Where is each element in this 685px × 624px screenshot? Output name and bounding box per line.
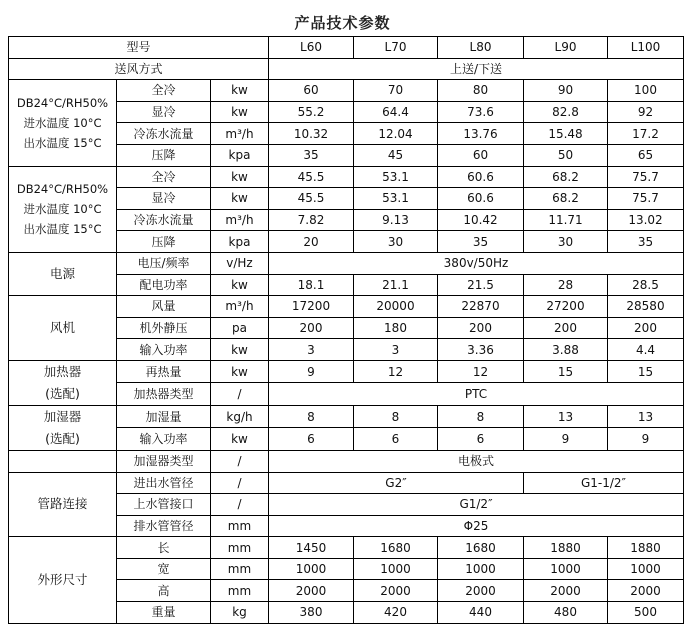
value-cell: 440	[438, 602, 524, 624]
voltage-value: 380v/50Hz	[269, 252, 684, 274]
value-cell: 30	[524, 231, 608, 253]
value-cell: 17.2	[608, 123, 684, 145]
value-cell: 27200	[524, 296, 608, 318]
param-unit: kw	[211, 188, 269, 210]
param-name: 冷冻水流量	[117, 209, 211, 231]
airflow-value: 上送/下送	[269, 58, 684, 80]
param-name: 长	[117, 537, 211, 559]
value-cell: 35	[608, 231, 684, 253]
blank-cell	[9, 450, 117, 472]
value-cell: 200	[608, 317, 684, 339]
power-label: 电源	[9, 252, 117, 295]
value-cell: 6	[354, 428, 438, 451]
cooling-condition-line: 进水温度 10°C	[23, 202, 102, 217]
value-cell: 200	[438, 317, 524, 339]
model-header-cell: L80	[438, 37, 524, 59]
param-unit: /	[211, 494, 269, 516]
param-unit: mm	[211, 580, 269, 602]
param-unit: kpa	[211, 144, 269, 166]
value-cell: 9.13	[354, 209, 438, 231]
value-cell: 60.6	[438, 166, 524, 188]
param-name: 再热量	[117, 360, 211, 383]
param-name: 风量	[117, 296, 211, 318]
value-cell: 53.1	[354, 188, 438, 210]
param-unit: mm	[211, 515, 269, 537]
value-cell: 12	[354, 360, 438, 383]
value-cell: 6	[438, 428, 524, 451]
value-cell: 1450	[269, 537, 354, 559]
param-unit: v/Hz	[211, 252, 269, 274]
value-cell: 80	[438, 80, 524, 102]
value-cell: 20	[269, 231, 354, 253]
value-cell: 28580	[608, 296, 684, 318]
param-unit: kw	[211, 80, 269, 102]
value-cell: 92	[608, 101, 684, 123]
param-name: 进出水管径	[117, 472, 211, 494]
value-cell: 60	[269, 80, 354, 102]
cooling-condition-line: 出水温度 15°C	[23, 135, 102, 150]
param-unit: kw	[211, 428, 269, 451]
value-cell: 1000	[269, 558, 354, 580]
param-unit: pa	[211, 317, 269, 339]
fan-row	[9, 296, 684, 318]
heater-label-line: (选配)	[45, 385, 80, 401]
dimensions-label: 外形尺寸	[9, 537, 117, 623]
dimension-row	[9, 537, 684, 559]
param-unit: kw	[211, 339, 269, 361]
fan-label: 风机	[9, 296, 117, 361]
param-unit: kg/h	[211, 405, 269, 428]
param-unit: m³/h	[211, 209, 269, 231]
param-unit: /	[211, 472, 269, 494]
value-cell: 22870	[438, 296, 524, 318]
value-cell: 45.5	[269, 166, 354, 188]
value-cell: 12.04	[354, 123, 438, 145]
heater-row	[9, 360, 684, 383]
drain-value: Φ25	[269, 515, 684, 537]
value-cell: 9	[608, 428, 684, 451]
param-name: 压降	[117, 231, 211, 253]
param-name: 宽	[117, 558, 211, 580]
param-unit: kw	[211, 360, 269, 383]
value-cell: 7.82	[269, 209, 354, 231]
param-unit: mm	[211, 558, 269, 580]
value-cell: 1000	[354, 558, 438, 580]
header-row	[9, 37, 684, 59]
value-cell: 2000	[354, 580, 438, 602]
param-unit: kg	[211, 602, 269, 624]
value-cell: 200	[524, 317, 608, 339]
value-cell: 75.7	[608, 166, 684, 188]
supply-value: G1/2″	[269, 494, 684, 516]
value-cell: 18.1	[269, 274, 354, 296]
value-cell: 15.48	[524, 123, 608, 145]
value-cell: 2000	[524, 580, 608, 602]
cooling-row	[9, 80, 684, 102]
value-cell: 480	[524, 602, 608, 624]
value-cell: 380	[269, 602, 354, 624]
value-cell: 6	[269, 428, 354, 451]
value-cell: 68.2	[524, 166, 608, 188]
value-cell: 35	[438, 231, 524, 253]
humidifier-label-line: (选配)	[45, 430, 80, 446]
pipe-size-a: G2″	[269, 472, 524, 494]
cooling-condition	[9, 80, 117, 166]
param-unit: kpa	[211, 231, 269, 253]
param-name: 机外静压	[117, 317, 211, 339]
value-cell: 17200	[269, 296, 354, 318]
value-cell: 35	[269, 144, 354, 166]
value-cell: 13.02	[608, 209, 684, 231]
param-unit: kw	[211, 101, 269, 123]
value-cell: 8	[438, 405, 524, 428]
value-cell: 10.32	[269, 123, 354, 145]
param-name: 显冷	[117, 101, 211, 123]
value-cell: 82.8	[524, 101, 608, 123]
model-header-cell: L90	[524, 37, 608, 59]
value-cell: 50	[524, 144, 608, 166]
param-name: 加热器类型	[117, 383, 211, 406]
value-cell: 1680	[438, 537, 524, 559]
value-cell: 45	[354, 144, 438, 166]
value-cell: 2000	[608, 580, 684, 602]
power-row	[9, 252, 684, 274]
value-cell: 9	[269, 360, 354, 383]
value-cell: 3	[269, 339, 354, 361]
airflow-row	[9, 58, 684, 80]
param-unit: m³/h	[211, 296, 269, 318]
heater-label-line: 加热器	[43, 363, 82, 379]
value-cell: 60	[438, 144, 524, 166]
value-cell: 30	[354, 231, 438, 253]
value-cell: 9	[524, 428, 608, 451]
value-cell: 13.76	[438, 123, 524, 145]
param-name: 配电功率	[117, 274, 211, 296]
humidifier-label	[9, 405, 117, 450]
cooling-condition-line: DB24°C/RH50%	[16, 95, 109, 110]
humidifier-type-row	[9, 450, 684, 472]
heater-label	[9, 360, 117, 405]
value-cell: 55.2	[269, 101, 354, 123]
value-cell: 15	[524, 360, 608, 383]
value-cell: 1000	[438, 558, 524, 580]
value-cell: 75.7	[608, 188, 684, 210]
humidifier-row	[9, 405, 684, 428]
cooling-condition-line: DB24°C/RH50%	[16, 182, 109, 197]
value-cell: 15	[608, 360, 684, 383]
piping-row	[9, 472, 684, 494]
param-name: 全冷	[117, 166, 211, 188]
value-cell: 3.36	[438, 339, 524, 361]
param-name: 加湿器类型	[117, 450, 211, 472]
value-cell: 60.6	[438, 188, 524, 210]
param-name: 全冷	[117, 80, 211, 102]
value-cell: 13	[608, 405, 684, 428]
spec-table	[8, 36, 684, 624]
param-name: 冷冻水流量	[117, 123, 211, 145]
value-cell: 28.5	[608, 274, 684, 296]
param-unit: /	[211, 450, 269, 472]
value-cell: 420	[354, 602, 438, 624]
value-cell: 100	[608, 80, 684, 102]
value-cell: 65	[608, 144, 684, 166]
param-name: 压降	[117, 144, 211, 166]
param-name: 重量	[117, 602, 211, 624]
humidifier-label-line: 加湿器	[43, 408, 82, 424]
model-header-cell: L100	[608, 37, 684, 59]
model-header-cell: L70	[354, 37, 438, 59]
page-title: 产品技术参数	[294, 14, 391, 32]
param-name: 排水管管径	[117, 515, 211, 537]
airflow-label: 送风方式	[9, 58, 269, 80]
param-name: 输入功率	[117, 428, 211, 451]
value-cell: 68.2	[524, 188, 608, 210]
value-cell: 1000	[524, 558, 608, 580]
value-cell: 90	[524, 80, 608, 102]
param-unit: kw	[211, 166, 269, 188]
param-name: 电压/频率	[117, 252, 211, 274]
value-cell: 4.4	[608, 339, 684, 361]
value-cell: 8	[354, 405, 438, 428]
value-cell: 180	[354, 317, 438, 339]
heater-type-value: PTC	[269, 383, 684, 406]
piping-label: 管路连接	[9, 472, 117, 537]
value-cell: 73.6	[438, 101, 524, 123]
value-cell: 8	[269, 405, 354, 428]
value-cell: 2000	[269, 580, 354, 602]
value-cell: 2000	[438, 580, 524, 602]
value-cell: 28	[524, 274, 608, 296]
value-cell: 3.88	[524, 339, 608, 361]
value-cell: 53.1	[354, 166, 438, 188]
param-unit: kw	[211, 274, 269, 296]
value-cell: 13	[524, 405, 608, 428]
pipe-size-b: G1-1/2″	[524, 472, 684, 494]
cooling-condition-line: 出水温度 15°C	[23, 222, 102, 237]
value-cell: 1680	[354, 537, 438, 559]
value-cell: 1880	[608, 537, 684, 559]
value-cell: 500	[608, 602, 684, 624]
value-cell: 45.5	[269, 188, 354, 210]
humidifier-type-value: 电极式	[269, 450, 684, 472]
model-header-cell: L60	[269, 37, 354, 59]
value-cell: 70	[354, 80, 438, 102]
cooling-row	[9, 166, 684, 188]
value-cell: 20000	[354, 296, 438, 318]
param-unit: mm	[211, 537, 269, 559]
param-name: 加湿量	[117, 405, 211, 428]
value-cell: 11.71	[524, 209, 608, 231]
param-name: 输入功率	[117, 339, 211, 361]
cooling-condition-line: 进水温度 10°C	[23, 115, 102, 130]
value-cell: 3	[354, 339, 438, 361]
param-unit: m³/h	[211, 123, 269, 145]
value-cell: 64.4	[354, 101, 438, 123]
value-cell: 21.1	[354, 274, 438, 296]
param-name: 上水管接口	[117, 494, 211, 516]
value-cell: 21.5	[438, 274, 524, 296]
value-cell: 10.42	[438, 209, 524, 231]
value-cell: 200	[269, 317, 354, 339]
value-cell: 12	[438, 360, 524, 383]
param-unit: /	[211, 383, 269, 406]
header-model-label: 型号	[9, 37, 269, 59]
cooling-condition	[9, 166, 117, 252]
value-cell: 1000	[608, 558, 684, 580]
param-name: 高	[117, 580, 211, 602]
param-name: 显冷	[117, 188, 211, 210]
value-cell: 1880	[524, 537, 608, 559]
